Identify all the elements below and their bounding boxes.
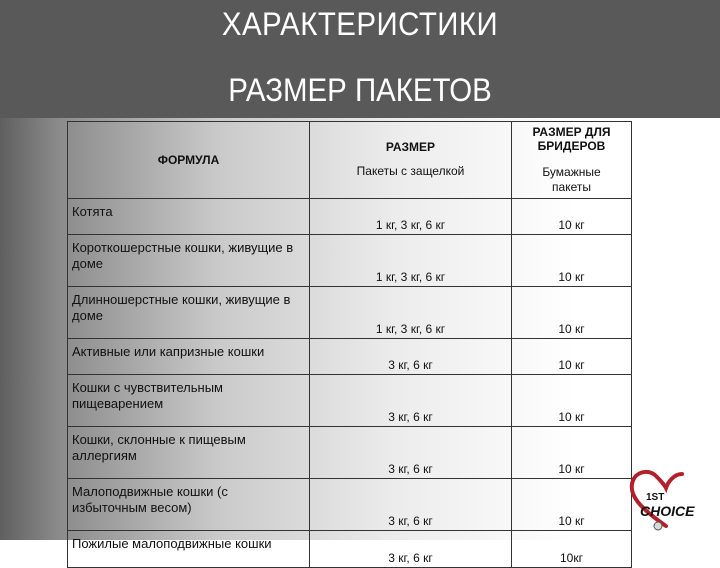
row-size: 3 кг, 6 кг	[310, 339, 512, 375]
table-row	[68, 199, 632, 235]
row-breeder-size: 10 кг	[512, 287, 632, 339]
row-breeder-size: 10 кг	[512, 339, 632, 375]
brand-logo	[626, 466, 716, 532]
header-size-title: РАЗМЕР	[385, 140, 436, 154]
row-breeder-size: 10кг	[512, 531, 632, 568]
row-breeder-size: 10 кг	[512, 479, 632, 531]
slide-subtitle: РАЗМЕР ПАКЕТОВ	[228, 72, 492, 108]
row-formula: Кошки с чувствительным пищеварением	[68, 375, 310, 427]
header-breeder	[512, 122, 632, 199]
size-table	[67, 121, 632, 568]
logo-text-top: 1ST	[646, 492, 665, 503]
slide-header	[0, 0, 720, 118]
row-size: 3 кг, 6 кг	[310, 427, 512, 479]
header-breeder-title-line1: РАЗМЕР ДЛЯ	[532, 125, 611, 139]
table-row	[68, 339, 632, 375]
row-formula: Активные или капризные кошки	[68, 339, 310, 375]
table-row	[68, 375, 632, 427]
header-breeder-subtitle-line1: Бумажные	[542, 165, 601, 179]
row-formula: Пожилые малоподвижные кошки	[68, 531, 310, 568]
header-size-subtitle: Пакеты с защелкой	[356, 164, 465, 178]
row-formula: Короткошерстные кошки, живущие в доме	[68, 235, 310, 287]
row-breeder-size: 10 кг	[512, 427, 632, 479]
table-header-row	[68, 122, 632, 199]
header-breeder-subtitle-line2: пакеты	[552, 180, 591, 194]
row-breeder-size: 10 кг	[512, 235, 632, 287]
table-row	[68, 479, 632, 531]
row-breeder-size: 10 кг	[512, 375, 632, 427]
heart-logo-icon	[626, 466, 716, 532]
slide-title: ХАРАКТЕРИСТИКИ	[221, 6, 499, 42]
row-formula: Котята	[68, 199, 310, 235]
table-row	[68, 235, 632, 287]
table-row	[68, 531, 632, 568]
row-size: 1 кг, 3 кг, 6 кг	[310, 199, 512, 235]
header-size	[310, 122, 512, 199]
table-row	[68, 427, 632, 479]
row-size: 3 кг, 6 кг	[310, 375, 512, 427]
size-table-container	[67, 121, 631, 568]
logo-text-main: CHOICE	[640, 503, 695, 519]
row-formula: Малоподвижные кошки (с избыточным весом)	[68, 479, 310, 531]
header-breeder-title-line2: БРИДЕРОВ	[537, 139, 606, 153]
table-row	[68, 287, 632, 339]
row-breeder-size: 10 кг	[512, 199, 632, 235]
header-formula: ФОРМУЛА	[68, 122, 310, 199]
row-size: 3 кг, 6 кг	[310, 479, 512, 531]
row-formula: Длинношерстные кошки, живущие в доме	[68, 287, 310, 339]
row-size: 3 кг, 6 кг	[310, 531, 512, 568]
row-formula: Кошки, склонные к пищевым аллергиям	[68, 427, 310, 479]
row-size: 1 кг, 3 кг, 6 кг	[310, 287, 512, 339]
row-size: 1 кг, 3 кг, 6 кг	[310, 235, 512, 287]
